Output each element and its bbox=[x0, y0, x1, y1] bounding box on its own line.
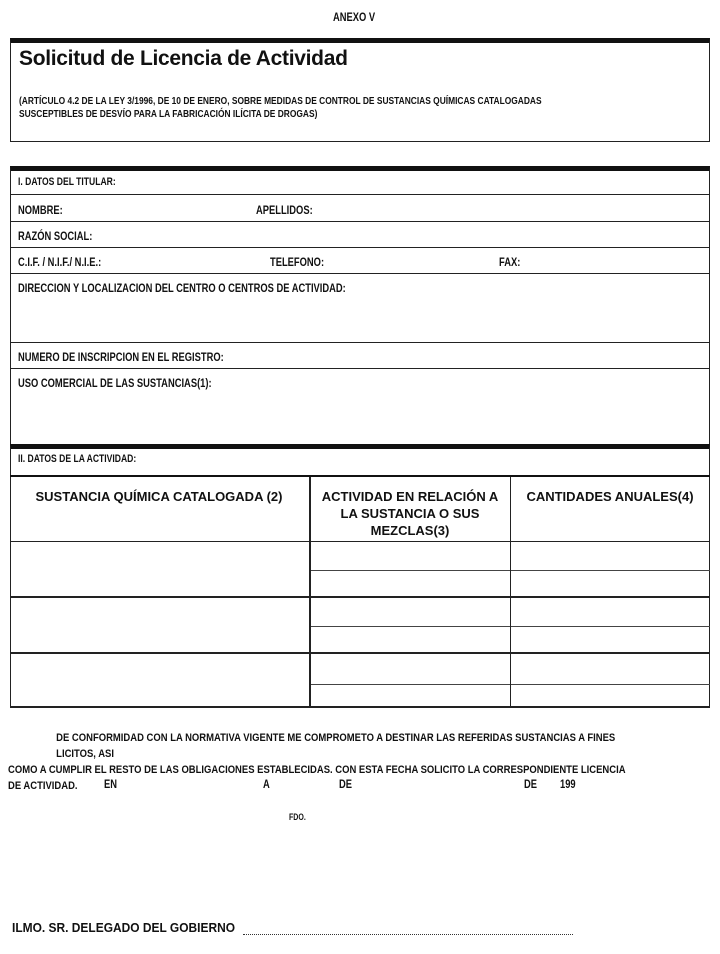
fax-field[interactable] bbox=[524, 254, 704, 272]
table-header-divider bbox=[10, 541, 710, 542]
row-divider bbox=[10, 247, 710, 248]
apellidos-field[interactable] bbox=[316, 202, 706, 220]
uso-label: USO COMERCIAL DE LAS SUSTANCIAS(1): bbox=[18, 376, 212, 390]
cantidades-cell-2[interactable] bbox=[512, 599, 708, 651]
col-cantidades-header: CANTIDADES ANUALES(4) bbox=[526, 489, 694, 504]
table-row-divider bbox=[10, 652, 710, 654]
table-top-border bbox=[10, 475, 710, 477]
table-col-divider bbox=[510, 477, 511, 708]
col-sustancia-header: SUSTANCIA QUÍMICA CATALOGADA (2) bbox=[35, 489, 283, 504]
signature-area[interactable] bbox=[250, 826, 450, 886]
cif-field[interactable] bbox=[120, 254, 260, 272]
col-actividad-line-1: ACTIVIDAD EN RELACIÓN A bbox=[321, 489, 499, 504]
declaration-line-2: COMO A CUMPLIR EL RESTO DE LAS OBLIGACIONES ESTABLECIDAS. CON ESTA FECHA SOLICITO LA CORRESPONDIENTE LICENCIA DE ACTIVIDAD. bbox=[8, 764, 626, 792]
form-subtitle bbox=[19, 95, 657, 121]
registro-field[interactable] bbox=[230, 349, 700, 367]
fax-label: FAX: bbox=[499, 255, 521, 269]
col-actividad-header bbox=[312, 488, 508, 539]
section1-title: I. DATOS DEL TITULAR: bbox=[18, 176, 116, 188]
direccion-label: DIRECCION Y LOCALIZACION DEL CENTRO O CENTROS DE ACTIVIDAD: bbox=[18, 281, 346, 295]
subtitle-line-1: (ARTÍCULO 4.2 DE LA LEY 3/1996, DE 10 DE ENERO, SOBRE MEDIDAS DE CONTROL DE SUSTANCIAS QUÍMICAS CATALOGADAS bbox=[19, 96, 542, 107]
cif-label: C.I.F. / N.I.F./ N.I.E.: bbox=[18, 255, 102, 269]
date-year-prefix: 199 bbox=[560, 777, 576, 791]
month-field[interactable] bbox=[360, 774, 516, 792]
row-divider bbox=[10, 273, 710, 274]
cantidades-cell-3[interactable] bbox=[512, 655, 708, 705]
table-row-divider bbox=[10, 596, 710, 598]
actividad-cell-2[interactable] bbox=[312, 599, 508, 651]
day-field[interactable] bbox=[276, 774, 332, 792]
row-divider bbox=[10, 368, 710, 369]
annex-label: ANEXO V bbox=[333, 10, 376, 24]
addressee-dotted-line bbox=[243, 934, 573, 935]
sustancia-cell-2[interactable] bbox=[12, 599, 308, 651]
declaration-line-1: DE CONFORMIDAD CON LA NORMATIVA VIGENTE ME COMPROMETO A DESTINAR LAS REFERIDAS SUSTANCIAS A FINES LICITOS, ASI bbox=[56, 732, 616, 760]
row-divider bbox=[10, 194, 710, 195]
addressee-label: ILMO. SR. DELEGADO DEL GOBIERNO bbox=[12, 920, 236, 935]
uso-field[interactable] bbox=[14, 394, 704, 444]
date-a-label: A bbox=[263, 777, 270, 791]
year-field[interactable] bbox=[582, 774, 622, 792]
sustancia-cell-3[interactable] bbox=[12, 655, 308, 705]
subtitle-line-2: SUSCEPTIBLES DE DESVÍO PARA LA FABRICACIÓN ILÍCITA DE DROGAS) bbox=[19, 109, 318, 120]
registro-label: NUMERO DE INSCRIPCION EN EL REGISTRO: bbox=[18, 350, 224, 364]
row-divider bbox=[10, 342, 710, 343]
nombre-field[interactable] bbox=[74, 202, 244, 220]
cantidades-cell-1[interactable] bbox=[512, 543, 708, 595]
col-actividad-line-2: LA SUSTANCIA O SUS bbox=[340, 506, 480, 521]
col-actividad-line-3: MEZCLAS(3) bbox=[370, 523, 450, 538]
telefono-field[interactable] bbox=[330, 254, 490, 272]
apellidos-label: APELLIDOS: bbox=[256, 203, 313, 217]
fdo-label: FDO. bbox=[289, 812, 306, 822]
telefono-label: TELEFONO: bbox=[270, 255, 325, 269]
razon-social-label: RAZÓN SOCIAL: bbox=[18, 229, 93, 243]
nombre-label: NOMBRE: bbox=[18, 203, 63, 217]
actividad-cell-1[interactable] bbox=[312, 543, 508, 595]
direccion-field[interactable] bbox=[14, 298, 704, 340]
section2-title: II. DATOS DE LA ACTIVIDAD: bbox=[18, 453, 137, 465]
table-col-divider bbox=[309, 477, 311, 708]
date-de-label-1: DE bbox=[339, 777, 353, 791]
date-en-label: EN bbox=[104, 777, 118, 791]
razon-social-field[interactable] bbox=[100, 228, 700, 246]
place-field[interactable] bbox=[126, 774, 256, 792]
actividad-cell-3[interactable] bbox=[312, 655, 508, 705]
form-title: Solicitud de Licencia de Actividad bbox=[19, 47, 348, 70]
date-de-label-2: DE bbox=[524, 777, 538, 791]
row-divider bbox=[10, 221, 710, 222]
sustancia-cell-1[interactable] bbox=[12, 543, 308, 595]
